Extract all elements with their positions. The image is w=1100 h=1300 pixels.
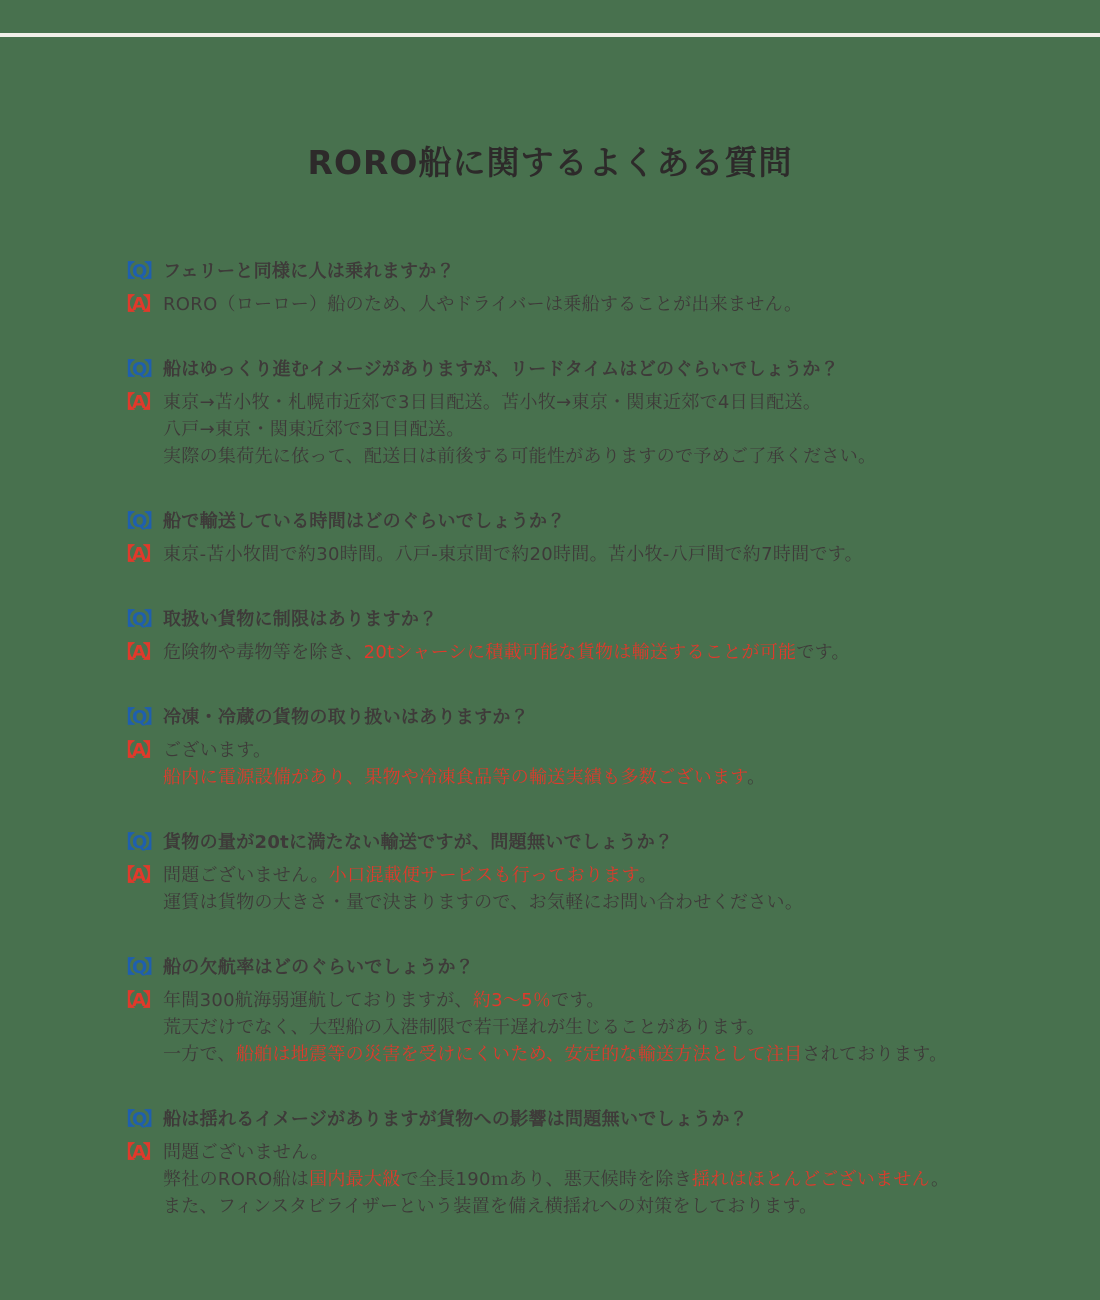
answer-text [163, 419, 465, 440]
faq-item [117, 1106, 1050, 1220]
answer-text [163, 642, 850, 663]
answer-line [117, 541, 1050, 568]
answer-text [163, 740, 271, 761]
answer-segment: ございます。 [163, 740, 272, 761]
faq-page [0, 143, 1100, 1220]
faq-item [117, 606, 1050, 666]
answer-marker: 【A】 [117, 392, 158, 413]
answer-segment: 八戸→東京・関東近郊で3日目配送。 [163, 419, 465, 440]
question-line [117, 954, 1050, 981]
answer-text [163, 446, 876, 467]
faq-item [117, 829, 1050, 916]
answer-segment: されております。 [802, 1044, 948, 1065]
answer-marker: 【A】 [117, 294, 158, 315]
top-divider [0, 33, 1100, 37]
answer-highlight: 国内最大級 [309, 1169, 401, 1190]
answer-segment: 。 [747, 767, 766, 788]
answer-segment: 荒天だけでなく、大型船の入港制限で若干遅れが生じることがあります。 [163, 1017, 766, 1038]
answer-highlight: 20tシャーシに積載可能な貨物は輸送することが可能 [363, 642, 797, 663]
answer-text [163, 1196, 817, 1217]
answer-text [163, 294, 802, 315]
answer-segment: 。 [638, 865, 657, 886]
question-marker: 【Q】 [117, 707, 160, 728]
answer-segment: 運賃は貨物の大きさ・量で決まりますので、お気軽にお問い合わせください。 [163, 892, 804, 913]
answer-line [117, 1041, 1050, 1068]
answer-marker: 【A】 [117, 544, 158, 565]
question-marker: 【Q】 [117, 511, 160, 532]
answer-segment: 。 [931, 1169, 950, 1190]
answer-line [117, 987, 1050, 1014]
answer-text [163, 1142, 329, 1163]
question-marker: 【Q】 [117, 957, 160, 978]
answer-text [163, 1044, 947, 1065]
answer-text [163, 392, 821, 413]
answer-segment: 実際の集荷先に依って、配送日は前後する可能性がありますので予めご了承ください。 [163, 446, 877, 467]
answer-highlight: 揺れはほとんどございません [692, 1169, 932, 1190]
faq-list [0, 258, 1100, 1220]
question-line [117, 704, 1050, 731]
faq-item [117, 704, 1050, 791]
question-marker: 【Q】 [117, 1109, 160, 1130]
question-line [117, 356, 1050, 383]
question-marker: 【Q】 [117, 261, 160, 282]
question-line [117, 829, 1050, 856]
answer-line [117, 1014, 1050, 1041]
answer-text [163, 865, 657, 886]
question-text: 冷凍・冷蔵の貨物の取り扱いはありますか？ [163, 707, 529, 728]
faq-item [117, 356, 1050, 470]
answer-line [117, 889, 1050, 916]
question-text: 船の欠航率はどのぐらいでしょうか？ [163, 957, 475, 978]
answer-line [117, 416, 1050, 443]
question-text: 船はゆっくり進むイメージがありますが、リードタイムはどのぐらいでしょうか？ [163, 359, 840, 380]
question-marker: 【Q】 [117, 609, 160, 630]
question-line [117, 508, 1050, 535]
answer-highlight: 船舶は地震等の災害を受けにくいため、安定的な輸送方法として注目 [235, 1044, 803, 1065]
answer-line [117, 737, 1050, 764]
answer-segment: また、フィンスタビライザーという装置を備え横揺れへの対策をしております。 [163, 1196, 818, 1217]
answer-marker: 【A】 [117, 642, 158, 663]
answer-segment: RORO（ローロー）船のため、人やドライバーは乗船することが出来ません。 [163, 294, 803, 315]
question-text: 船で輸送している時間はどのぐらいでしょうか？ [163, 511, 566, 532]
answer-text [163, 1017, 765, 1038]
answer-text [163, 544, 863, 565]
answer-highlight: 船内に電源設備があり、果物や冷凍食品等の輸送実績も多数ございます [163, 767, 748, 788]
answer-highlight: 小口混載便サービスも行っております [328, 865, 639, 886]
answer-segment: で全長190ｍあり、悪天候時を除き [400, 1169, 693, 1190]
faq-item [117, 954, 1050, 1068]
question-marker: 【Q】 [117, 359, 160, 380]
answer-segment: 東京→苫小牧・札幌市近郊で3日目配送。苫小牧→東京・関東近郊で4日目配送。 [163, 392, 822, 413]
answer-segment: 東京-苫小牧間で約30時間。八戸-東京間で約20時間。苫小牧-八戸間で約7時間です。 [163, 544, 863, 565]
answer-line [117, 862, 1050, 889]
question-text: 取扱い貨物に制限はありますか？ [163, 609, 438, 630]
answer-text [163, 767, 765, 788]
answer-line [117, 389, 1050, 416]
answer-line [117, 1139, 1050, 1166]
question-line [117, 606, 1050, 633]
answer-line [117, 291, 1050, 318]
answer-line [117, 443, 1050, 470]
answer-text [163, 892, 803, 913]
answer-segment: 年間300航海弱運航しておりますが、 [163, 990, 473, 1011]
answer-marker: 【A】 [117, 865, 158, 886]
question-text: 船は揺れるイメージがありますが貨物への影響は問題無いでしょうか？ [163, 1109, 749, 1130]
question-text: 貨物の量が20tに満たない輸送ですが、問題無いでしょうか？ [163, 832, 674, 853]
answer-segment: 問題ございません。 [163, 865, 329, 886]
answer-marker: 【A】 [117, 740, 158, 761]
answer-segment: 弊社のRORO船は [163, 1169, 310, 1190]
answer-line [117, 1166, 1050, 1193]
answer-line [117, 639, 1050, 666]
answer-highlight: 約3～5％ [472, 990, 552, 1011]
answer-segment: です。 [551, 990, 605, 1011]
page-title: RORO船に関するよくある質問 [307, 143, 793, 182]
answer-marker: 【A】 [117, 1142, 158, 1163]
question-text: フェリーと同様に人は乗れますか？ [163, 261, 455, 282]
answer-segment: 一方で、 [163, 1044, 236, 1065]
answer-segment: 危険物や毒物等を除き、 [163, 642, 364, 663]
faq-item [117, 258, 1050, 318]
answer-segment: です。 [796, 642, 850, 663]
answer-text [163, 990, 605, 1011]
question-line [117, 1106, 1050, 1133]
answer-line [117, 1193, 1050, 1220]
answer-segment: 問題ございません。 [163, 1142, 329, 1163]
question-marker: 【Q】 [117, 832, 160, 853]
question-line [117, 258, 1050, 285]
answer-marker: 【A】 [117, 990, 158, 1011]
faq-item [117, 508, 1050, 568]
answer-text [163, 1169, 949, 1190]
answer-line [117, 764, 1050, 791]
